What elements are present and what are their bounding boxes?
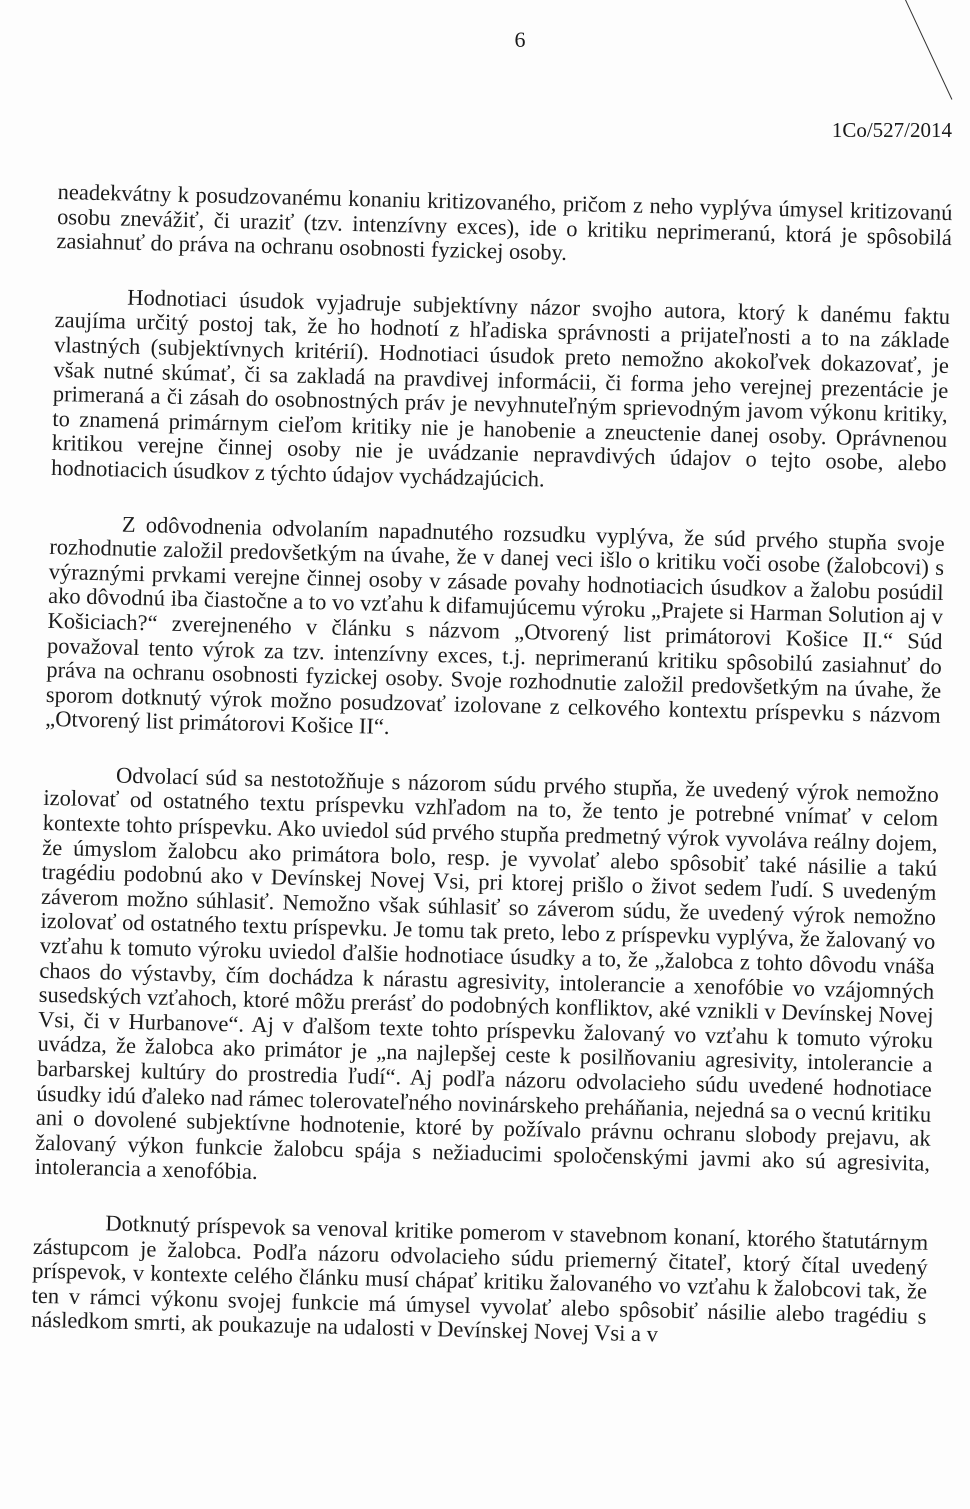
paragraph: neadekvátny k posudzovanému konaniu kritizovaného, pričom z neho vyplýva úmysel kritizovanú osobu znevážiť, či uraziť (tzv. intenzívny exces), ide o kritiku neprimeranú, ktorá je spôsobilá zasiahnuť do práva na ochranu osobnosti fyzickej osoby. bbox=[56, 179, 953, 266]
file-reference: 1Co/527/2014 bbox=[831, 118, 952, 142]
paragraph: Z odôvodnenia odvolaním napadnutého rozsudku vyplýva, že súd prvého stupňa svoje rozhodnutie založil predovšetkým na úvahe, že v danej veci išlo o kritiku voči osobe (žalobcovi) s výraznými prvkami verejne činnej osoby v zásade povahy hodnotiacich úsudkov a žalobu posúdil ako dôvodnú iba čiastočne a to vo vzťahu k difamujúcemu výroku „Prajete si Harman Solution aj v Košiciach?“ zverejneného v článku s názvom „Otvorený list primátorovi Košice II.“ Súd považoval tento výrok za tzv. intenzívny exces, t.j. neprimeranú kritiku spôsobilú zasiahnuť do práva na ochranu osobnosti fyzickej osoby. Svoje rozhodnutie založil predovšetkým na úvahe, že sporom dotknutý výrok možno posudzovať izolovane z celkového kontextu príspevku s názvom „Otvorený list primátorovi Košice II“. bbox=[45, 511, 945, 740]
document-body bbox=[31, 180, 953, 1354]
paragraph: Odvolací súd sa nestotožňuje s názorom súdu prvého stupňa, že uvedený výrok nemožno izolovať od ostatného textu príspevku vzhľadom na to, že tento je potrebné vnímať v celom kontexte tohto príspevku. Ako uviedol súd prvého stupňa predmetný výrok vyvoláva reálny dojem, že úmyslom žalobcu ako primátora bolo, resp. je vyvolať alebo spôsobiť také násilie a takú tragédiu podobnú ako v Devínskej Novej Vsi, pri ktorej prišlo o život sedem ľudí. S uvedeným záverom možno súhlasiť. Nemožno však súhlasiť so záverom súdu, že uvedený výrok nemožno izolovať od ostatného textu príspevku. Je tomu tak preto, lebo z príspevku vyplýva, že žalovaný vo vzťahu k tomuto výroku uviedol ďalšie hodnotiace úsudky a to, že „žalobca z tohto dôvodu vnáša chaos do výstavby, čím dochádza k nárastu agresivity, intolerancie a xenofóbie vo vzájomných susedských vzťahoch, ktoré môžu prerásť do podobných konfliktov, aké vznikli v Devínskej Novej Vsi, či v Hurbanove“. Aj v ďalšom texte tohto príspevku žalovaný vo vzťahu k tomuto výroku uvádza, že žalobca ako primátor je „na najlepšej ceste k posilňovaniu agresivity, intolerancie a barbarskej kultúry do prostredia ľudí“. Aj podľa názoru odvolacieho súdu uvedené hodnotiace úsudky idú ďaleko nad rámec tolerovateľného novinárskeho preháňania, nejedná sa o vecnú kritiku ani o dovolené subjektívne hodnotenie, ktoré by požívalo právnu ochranu slobody prejavu, ak žalovaný výkon funkcie žalobcu spája s nežiaducimi spoločenskými javmi ako sú agresivita, intolerancia a xenofóbia. bbox=[34, 762, 940, 1185]
page-number: 6 bbox=[514, 27, 526, 52]
paragraph: Dotknutý príspevok sa venoval kritike pomerom v stavebnom konaní, ktorého štatutárnym zástupcom je žalobca. Podľa názoru odvolacieho súdu priemerný čitateľ, ktorý čítal uvedený príspevok, v kontexte celého článku musí chápať kritiku žalovaného vo vzťahu k žalobcovi tak, že ten v rámci výkonu svojej funkcie má úmysel vyvolať alebo spôsobiť násilie alebo tragédiu s následkom smrti, ak poukazuje na udalosti v Devínskej Novej Vsi a v bbox=[30, 1210, 929, 1347]
paragraph: Hodnotiaci úsudok vyjadruje subjektívny názor svojho autora, ktorý k danému faktu zaujíma určitý postoj tak, že ho hodnotí z hľadiska správnosti a prijateľnosti a to na základe vlastných (subjektívnych kritérií). Hodnotiaci úsudok preto nemožno akokoľvek dokazovať, je však nutné skúmať, či sa zakladá na pravdivej informácii, či forma jeho verejnej prezentácie je primeraná a či zásah do osobnostných práv je nevyhnuteľným sprievodným javom výkonu kritiky, to znamená primárnym cieľom kritiky nie je hanobenie a zneuctenie danej osoby. Oprávnenou kritikou verejne činnej osoby nie je uvádzanie nepravdivých údajov o tejto osobe, alebo hodnotiacich úsudkov z týchto údajov vychádzajúcich. bbox=[50, 284, 951, 492]
